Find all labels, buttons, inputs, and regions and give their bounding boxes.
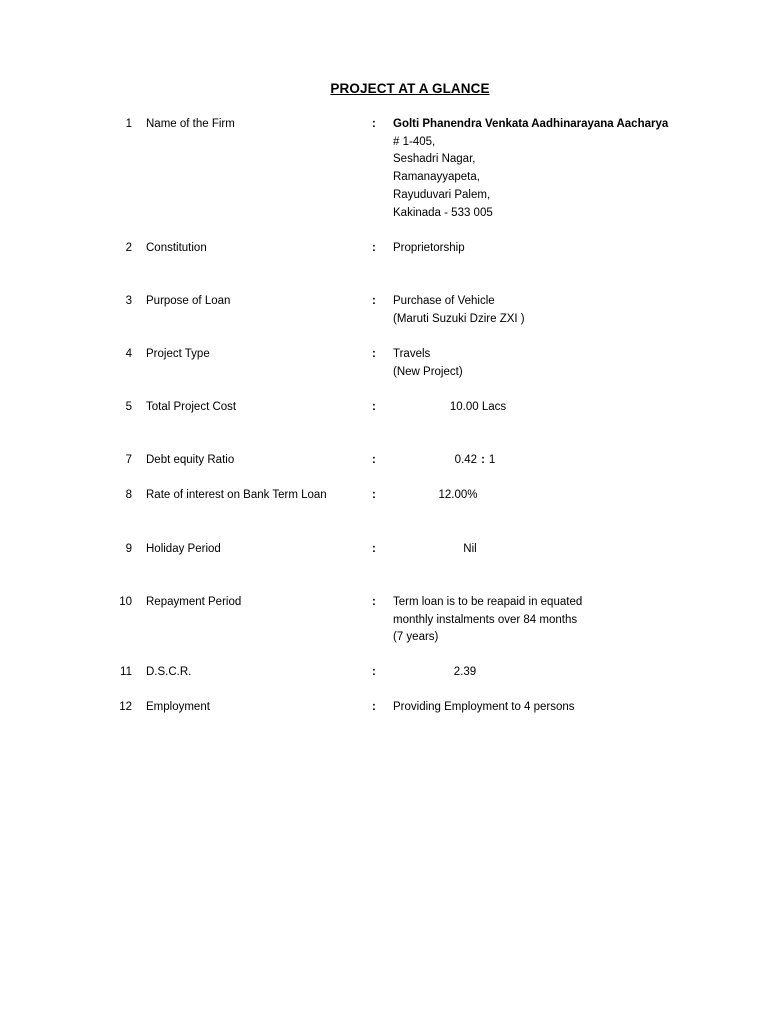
firm-name: Golti Phanendra Venkata Aadhinarayana Aacharya: [393, 118, 669, 130]
project-type-value: [393, 346, 463, 381]
debt-equity-value: [405, 452, 545, 470]
row-separator: :: [372, 666, 376, 678]
debt-equity-separator: :: [481, 454, 485, 466]
debt-equity-right: 1: [488, 454, 496, 466]
firm-details: [393, 116, 668, 222]
firm-address-line: Rayuduvari Palem,: [393, 188, 491, 201]
row-separator: :: [372, 348, 376, 360]
total-cost-value: [408, 399, 548, 417]
project-type-line: Travels: [393, 348, 431, 360]
row-label: Repayment Period: [146, 596, 242, 608]
row-separator: :: [372, 489, 376, 501]
project-type-line: (New Project): [393, 365, 463, 378]
row-separator: :: [372, 118, 376, 130]
row-number: 7: [125, 454, 132, 466]
row-separator: :: [372, 596, 376, 608]
firm-address-line: Kakinada - 533 005: [393, 206, 493, 219]
purpose-line: (Maruti Suzuki Dzire ZXI ): [393, 312, 525, 325]
holiday-value: Nil: [463, 543, 477, 555]
row-number: 2: [125, 242, 132, 254]
row-separator: :: [372, 242, 376, 254]
row-number: 5: [125, 401, 132, 413]
firm-address-line: Seshadri Nagar,: [393, 153, 476, 166]
row-number: 4: [125, 348, 132, 360]
constitution-value: Proprietorship: [393, 242, 465, 254]
row-number: 8: [125, 489, 132, 501]
firm-address-line: Ramanayyapeta,: [393, 171, 480, 184]
row-label: D.S.C.R.: [146, 666, 192, 678]
row-separator: :: [372, 401, 376, 413]
row-label: Constitution: [146, 242, 207, 254]
row-separator: :: [372, 543, 376, 555]
debt-equity-left: 0.42: [454, 454, 478, 466]
row-label: Purpose of Loan: [146, 295, 231, 307]
row-separator: :: [372, 701, 376, 713]
row-number: 1: [125, 118, 132, 130]
row-label: Holiday Period: [146, 543, 221, 555]
row-separator: :: [372, 295, 376, 307]
row-label: Name of the Firm: [146, 118, 235, 130]
row-label: Rate of interest on Bank Term Loan: [146, 489, 327, 501]
row-number: 11: [120, 666, 132, 678]
row-number: 3: [125, 295, 132, 307]
row-number: 9: [125, 543, 132, 555]
employment-value: Providing Employment to 4 persons: [393, 701, 575, 713]
page-title: PROJECT AT A GLANCE: [330, 81, 490, 96]
row-label: Debt equity Ratio: [146, 454, 235, 466]
row-number: 12: [119, 701, 132, 713]
row-label: Project Type: [146, 348, 210, 360]
row-separator: :: [372, 454, 376, 466]
row-label: Total Project Cost: [146, 401, 237, 413]
dscr-value: 2.39: [453, 666, 477, 678]
purpose-value: [393, 293, 525, 328]
firm-address-line: # 1-405,: [393, 135, 436, 148]
total-cost-unit: Lacs: [481, 401, 507, 413]
repayment-value: [393, 594, 582, 647]
interest-value: 12.00%: [438, 489, 478, 501]
row-number: 10: [119, 596, 132, 608]
repayment-line: (7 years): [393, 631, 439, 644]
row-label: Employment: [146, 701, 210, 713]
purpose-line: Purchase of Vehicle: [393, 295, 495, 307]
total-cost-amount: 10.00: [449, 401, 479, 413]
repayment-line: Term loan is to be reapaid in equated: [393, 596, 583, 608]
repayment-line: monthly instalments over 84 months: [393, 613, 578, 626]
